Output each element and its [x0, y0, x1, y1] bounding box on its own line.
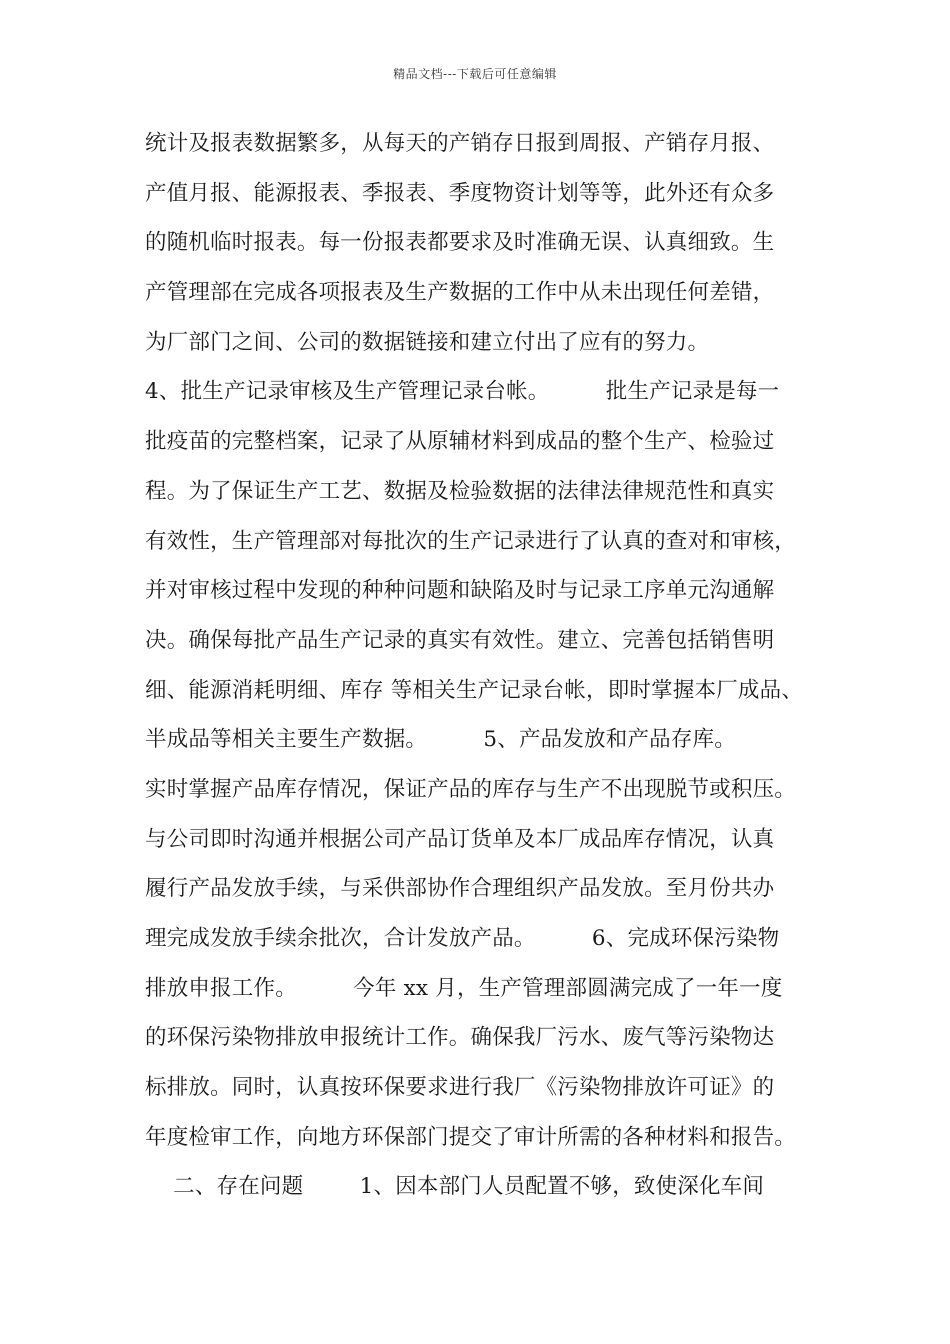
text-line: 的随机临时报表。每一份报表都要求及时准确无误、认真细致。生 [145, 230, 775, 256]
text-line: 履行产品发放手续，与采供部协作合理组织产品发放。至月份共办 [145, 876, 775, 902]
text-line: 细、能源消耗明细、库存 等相关生产记录台帐，即时掌握本厂成品、 [145, 677, 804, 703]
text-line: 为厂部门之间、公司的数据链接和建立付出了应有的努力。 [145, 329, 710, 355]
text-line: 与公司即时沟通并根据公司产品订货单及本厂成品库存情况，认真 [145, 826, 775, 852]
text-line: 并对审核过程中发现的种种问题和缺陷及时与记录工序单元沟通解 [145, 578, 775, 604]
text-line: 决。确保每批产品生产记录的真实有效性。建立、完善包括销售明 [145, 627, 775, 653]
text-line: 程。为了保证生产工艺、数据及检验数据的法律法律规范性和真实 [145, 478, 775, 504]
text-line: 产值月报、能源报表、季报表、季度物资计划等等，此外还有众多 [145, 180, 775, 206]
page-header: 精品文档---下载后可任意编辑 [393, 67, 557, 81]
text-line: 实时掌握产品库存情况，保证产品的库存与生产不出现脱节或积压。 [145, 776, 797, 802]
text-line: 排放申报工作。 今年 xx 月，生产管理部圆满完成了一年一度 [145, 975, 783, 1001]
document-body [145, 124, 835, 1217]
text-line: 年度检审工作，向地方环保部门提交了审计所需的各种材料和报告。 [145, 1124, 797, 1150]
text-line: 标排放。同时，认真按环保要求进行我厂《污染物排放许可证》的 [145, 1075, 775, 1101]
text-line: 统计及报表数据繁多，从每天的产销存日报到周报、产销存月报、 [145, 131, 775, 156]
text-line: 有效性，生产管理部对每批次的生产记录进行了认真的查对和审核， [145, 528, 797, 554]
text-line: 的环保污染物排放申报统计工作。确保我厂污水、废气等污染物达 [145, 1025, 775, 1051]
text-line: 二、存在问题 1、因本部门人员配置不够，致使深化车间 [145, 1174, 765, 1200]
text-line: 理完成发放手续余批次，合计发放产品。 6、完成环保污染物 [145, 926, 780, 951]
text-line: 产管理部在完成各项报表及生产数据的工作中从未出现任何差错， [145, 280, 775, 306]
text-line: 4、批生产记录审核及生产管理记录台帐。 批生产记录是每一 [145, 379, 780, 405]
text-line: 半成品等相关主要生产数据。 5、产品发放和产品存库。 [145, 727, 736, 753]
text-line: 批疫苗的完整档案，记录了从原辅材料到成品的整个生产、检验过 [145, 429, 775, 455]
